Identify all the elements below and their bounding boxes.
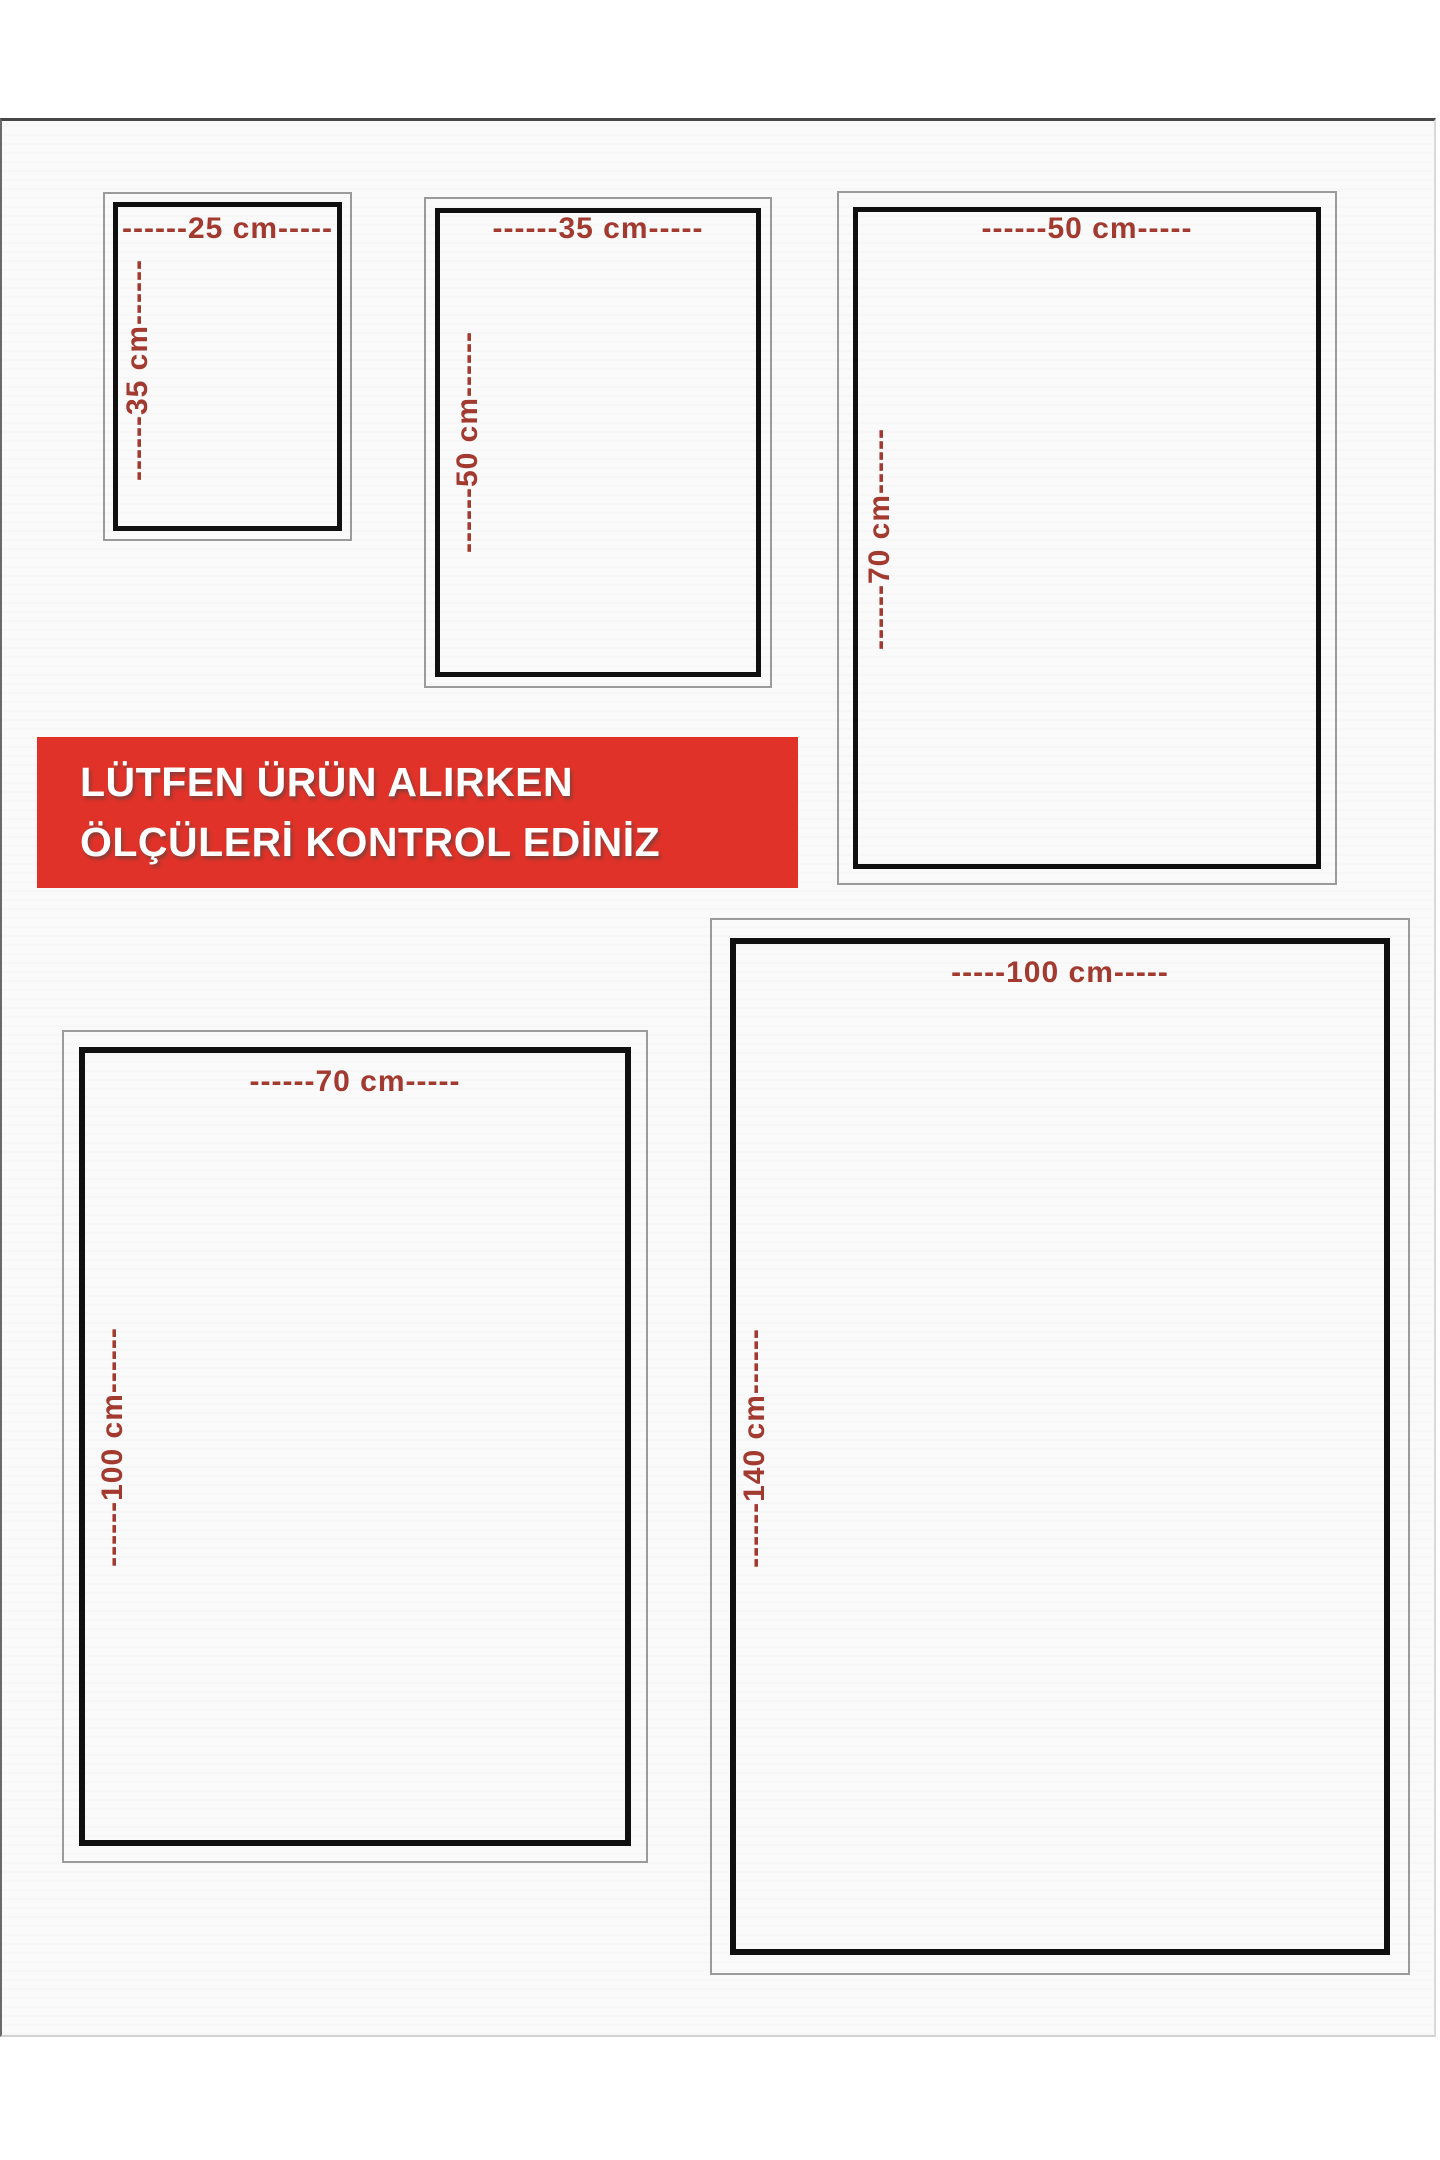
height-label-35cm: ------35 cm------ [121, 259, 154, 481]
warning-banner [37, 737, 798, 888]
warning-banner-line1: LÜTFEN ÜRÜN ALIRKEN [80, 759, 574, 805]
height-label-70cm: ------70 cm------ [863, 428, 896, 650]
width-label-100cm: -----100 cm----- [951, 956, 1169, 989]
size-frame-50x70 [837, 191, 1337, 885]
height-label-100cm: ------100 cm------ [96, 1327, 129, 1567]
size-frame-100x140 [710, 918, 1410, 1975]
width-label-50cm: ------50 cm----- [981, 212, 1193, 245]
width-label-70cm: ------70 cm----- [249, 1065, 461, 1098]
width-label-35cm: ------35 cm----- [492, 212, 704, 245]
warning-banner-line2: ÖLÇÜLERİ KONTROL EDİNİZ [80, 819, 661, 865]
width-label-25cm: ------25 cm----- [122, 212, 333, 245]
frame-border-100x140 [730, 938, 1390, 1955]
size-frame-70x100 [62, 1030, 648, 1863]
height-label-50cm: ------50 cm------ [451, 331, 484, 553]
frame-border-70x100 [79, 1047, 631, 1846]
height-label-140cm: ------140 cm------ [738, 1328, 771, 1568]
size-frame-35x50 [424, 197, 772, 688]
size-frame-25x35 [103, 192, 352, 541]
frame-border-50x70 [853, 207, 1321, 869]
